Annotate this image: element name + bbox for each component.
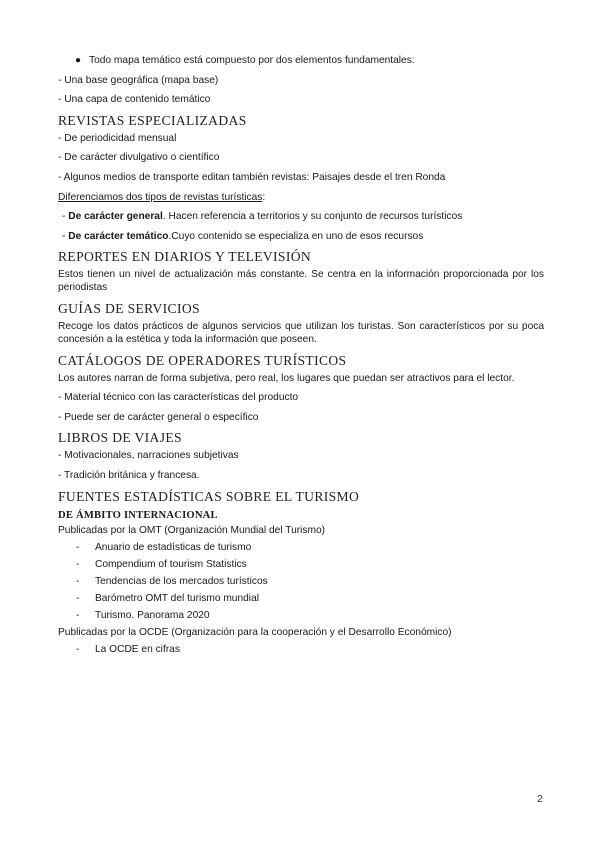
revistas-item: - De carácter divulgativo o científico [58, 152, 220, 164]
ocde-list [58, 643, 544, 656]
list-item-text: Tendencias de los mercados turísticos [95, 575, 268, 587]
heading-guias: GUÍAS DE SERVICIOS [58, 300, 200, 316]
catalogos-item: - Puede ser de carácter general o específico [58, 411, 259, 423]
list-dash: - [76, 558, 80, 570]
catalogos-text: Los autores narran de forma subjetiva, pero real, los lugares que puedan ser atractivos para el lector. [58, 372, 515, 384]
revistas-type-general: - De carácter general. Hacen referencia a territorios y su conjunto de recursos turísticos [62, 211, 463, 223]
list-dash: - [76, 592, 80, 604]
libros-item: - Tradición británica y francesa. [58, 469, 200, 481]
catalogos-item: - Material técnico con las características del producto [58, 392, 299, 404]
document-page [58, 54, 544, 660]
type-tematico-text: .Cuyo contenido se especializa en uno de esos recursos [168, 230, 424, 242]
list-item [58, 558, 544, 571]
list-item-text: Compendium of tourism Statistics [95, 558, 247, 570]
intro-bullet [58, 54, 544, 67]
heading-libros: LIBROS DE VIAJES [58, 430, 182, 446]
heading-catalogos: CATÁLOGOS DE OPERADORES TURÍSTICOS [58, 352, 347, 368]
list-item [58, 575, 544, 588]
intro-bullet-text: Todo mapa temático está compuesto por dos elementos fundamentales: [89, 55, 415, 66]
list-dash: - [76, 643, 80, 655]
subheading-internacional: DE ÁMBITO INTERNACIONAL [58, 509, 218, 521]
list-item-text: Anuario de estadísticas de turismo [95, 541, 252, 553]
type-general-label: De carácter general [68, 211, 163, 223]
intro-item: - Una capa de contenido temático [58, 94, 211, 106]
heading-reportes: REPORTES EN DIARIOS Y TELEVISIÓN [58, 249, 312, 265]
list-item [58, 541, 544, 554]
type-general-text: . Hacen referencia a territorios y su conjunto de recursos turísticos [162, 211, 463, 223]
intro-item: - Una base geográfica (mapa base) [58, 74, 219, 86]
list-item-text: Barómetro OMT del turismo mundial [95, 592, 259, 604]
list-item [58, 643, 544, 656]
revistas-type-tematico: - De carácter temático.Cuyo contenido se especializa en uno de esos recursos [62, 230, 424, 242]
revistas-item: - Algunos medios de transporte editan también revistas: Paisajes desde el tren Ronda [58, 171, 446, 183]
types-heading-text: Diferenciamos dos tipos de revistas turísticas [58, 191, 263, 203]
list-item [58, 592, 544, 605]
list-dash: - [76, 541, 80, 553]
revistas-item: - De periodicidad mensual [58, 132, 177, 144]
omt-intro: Publicadas por la OMT (Organización Mundial del Turismo) [58, 524, 326, 536]
list-item-text: La OCDE en cifras [95, 643, 180, 655]
list-item [58, 609, 544, 622]
list-dash: - [76, 609, 80, 621]
libros-item: - Motivacionales, narraciones subjetivas [58, 450, 239, 462]
heading-revistas: REVISTAS ESPECIALIZADAS [58, 112, 247, 128]
heading-fuentes: FUENTES ESTADÍSTICAS SOBRE EL TURISMO [58, 488, 360, 504]
types-heading-colon: : [262, 191, 266, 203]
guias-text: Recoge los datos prácticos de algunos servicios que utilizan los turistas. Son característicos por su poca concesión a la estética y toda la información que poseen. [58, 320, 544, 345]
bullet-dot-icon: ● [75, 55, 82, 66]
revistas-types-heading [58, 191, 544, 204]
ocde-intro: Publicadas por la OCDE (Organización para la cooperación y el Desarrollo Económico) [58, 626, 452, 638]
type-tematico-label: De carácter temático [68, 230, 169, 242]
list-dash: - [76, 575, 80, 587]
reportes-text: Estos tienen un nivel de actualización más constante. Se centra en la información proporcionada por los periodistas [58, 269, 544, 294]
list-item-text: Turismo. Panorama 2020 [95, 609, 210, 621]
page-number: 2 [537, 793, 543, 805]
omt-list [58, 541, 544, 622]
